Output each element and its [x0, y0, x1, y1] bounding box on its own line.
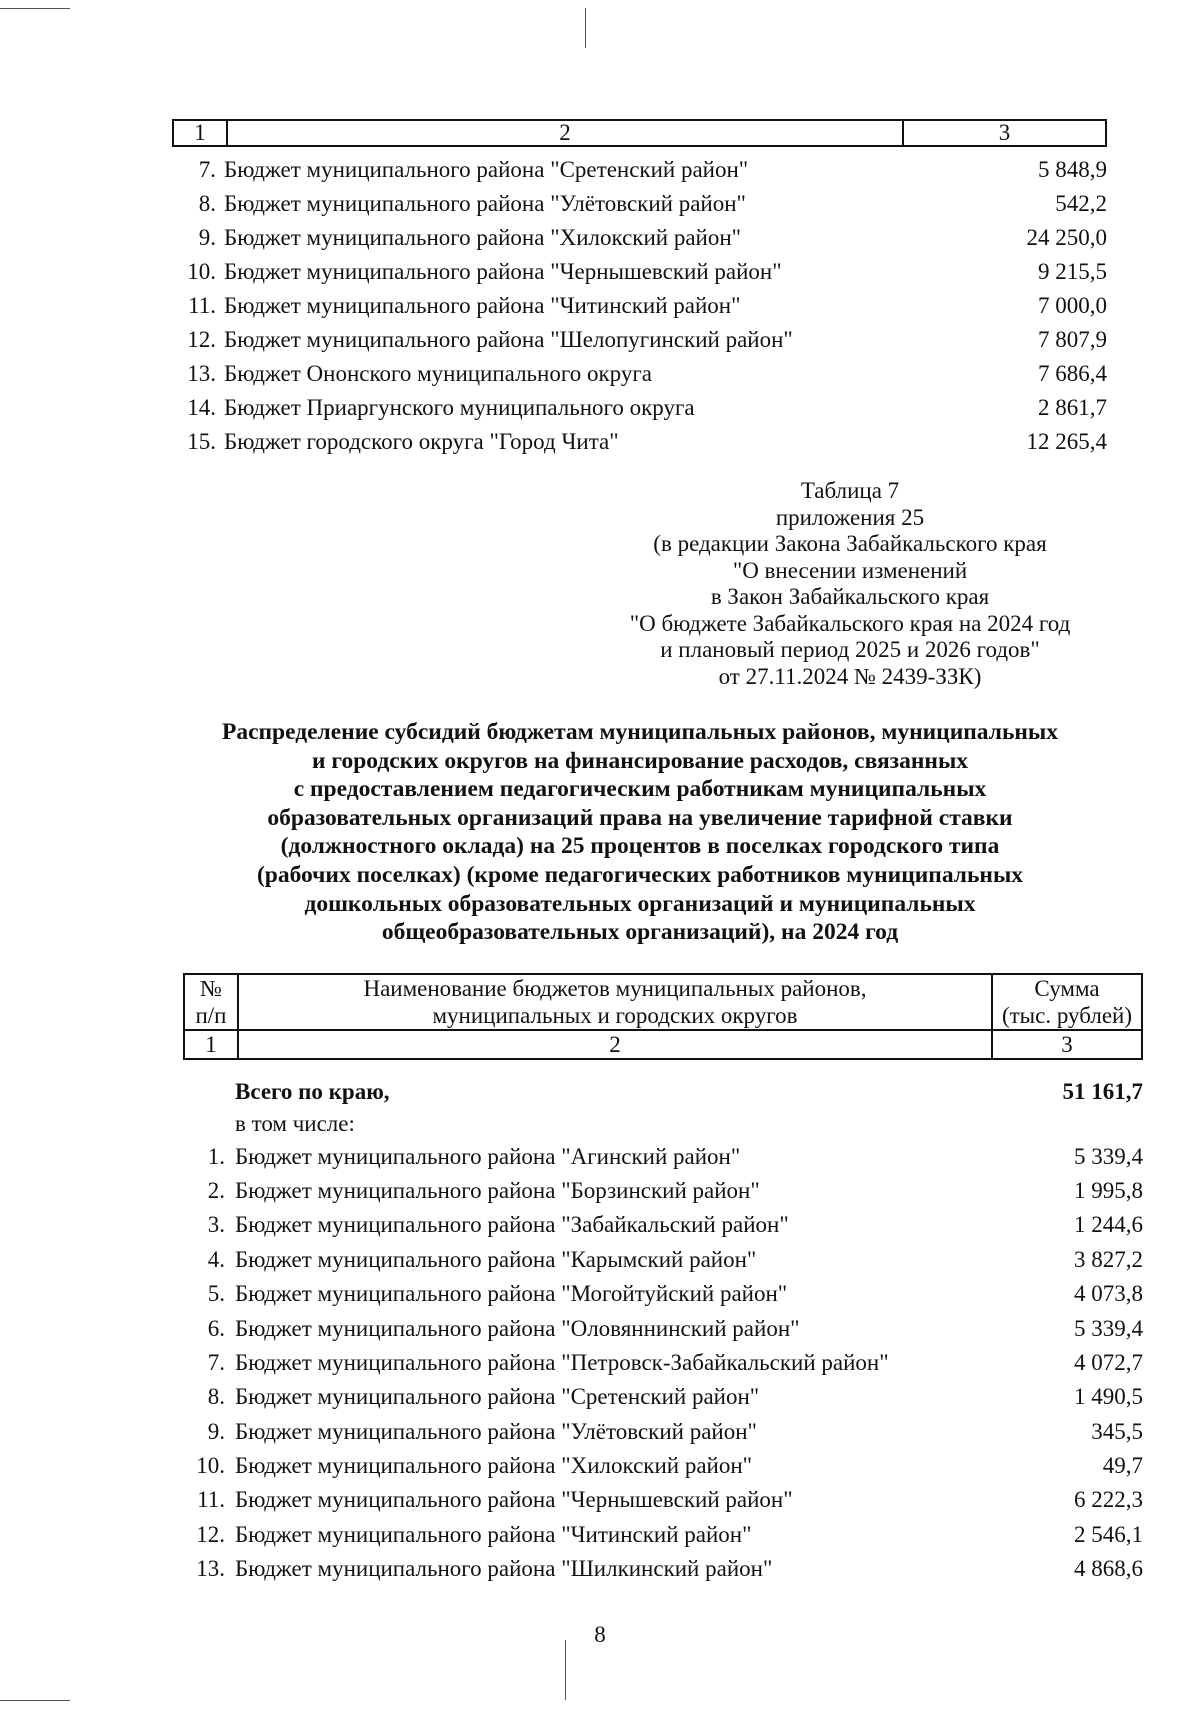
numbering-cell: 2 — [238, 1030, 992, 1059]
row-number: 3. — [207, 1212, 225, 1238]
row-name: Бюджет муниципального района "Читинский район" — [235, 1521, 752, 1547]
row-name: Бюджет муниципального района "Чернышевский район" — [224, 259, 782, 284]
row-name: Бюджет муниципального района "Хилокский район" — [235, 1453, 753, 1479]
table-row — [183, 1311, 1143, 1345]
caption-line: в Закон Забайкальского края — [710, 584, 990, 609]
row-number: 7. — [198, 157, 216, 182]
table1-header-col1: 1 — [174, 121, 228, 145]
row-value: 9 215,5 — [1038, 259, 1107, 284]
table-row — [183, 1208, 1143, 1242]
row-number: 1. — [207, 1143, 225, 1169]
document-title — [150, 718, 1130, 947]
row-value: 12 265,4 — [1026, 429, 1107, 454]
row-number: 11. — [188, 293, 216, 318]
row-number: 4. — [207, 1246, 225, 1272]
row-value: 4 868,6 — [1074, 1556, 1143, 1582]
row-name: Бюджет муниципального района "Борзинский район" — [235, 1177, 760, 1203]
row-value: 1 490,5 — [1074, 1384, 1143, 1410]
row-name: Бюджет муниципального района "Сретенский район" — [224, 157, 749, 182]
row-value: 24 250,0 — [1026, 225, 1107, 250]
caption-line: от 27.11.2024 № 2439-ЗЗК) — [718, 663, 982, 689]
table-row — [183, 1415, 1143, 1449]
table-row — [183, 1449, 1143, 1483]
total-row — [183, 1075, 1143, 1109]
row-value: 2 546,1 — [1074, 1521, 1143, 1547]
table-row — [183, 1243, 1143, 1277]
caption-line: (в редакции Закона Забайкальского края — [653, 531, 1047, 556]
row-number: 10. — [187, 259, 216, 284]
table-row — [183, 1174, 1143, 1208]
scan-artifact — [0, 8, 70, 9]
including-row — [183, 1109, 1143, 1139]
table1-header-col2: 2 — [228, 121, 904, 145]
row-number: 9. — [198, 225, 216, 250]
table-row — [172, 187, 1107, 221]
row-name: Бюджет муниципального района "Улётовский район" — [224, 191, 746, 216]
header-text: Наименование бюджетов муниципальных районов, — [363, 976, 867, 1001]
row-number: 13. — [187, 361, 216, 386]
row-number: 2. — [207, 1177, 225, 1203]
scan-artifact — [565, 1640, 566, 1700]
row-number: 15. — [187, 429, 216, 454]
row-value: 1 244,6 — [1074, 1212, 1143, 1238]
table-row — [172, 153, 1107, 187]
row-name: Бюджет муниципального района "Сретенский район" — [235, 1384, 760, 1410]
title-line: общеобразовательных организаций), на 2024 год — [381, 919, 899, 946]
row-name: Бюджет городского округа "Город Чита" — [224, 429, 619, 454]
table-row — [172, 357, 1107, 391]
header-text: Сумма — [1034, 976, 1100, 1001]
row-number: 10. — [196, 1453, 225, 1479]
header-text: п/п — [195, 1003, 227, 1028]
header-name-cell — [238, 974, 992, 1030]
table-row — [183, 1346, 1143, 1380]
row-value: 49,7 — [1102, 1453, 1143, 1479]
table-row — [183, 1483, 1143, 1517]
row-value: 2 861,7 — [1038, 395, 1107, 420]
row-number: 7. — [207, 1349, 225, 1375]
row-name: Бюджет муниципального района "Могойтуйский район" — [235, 1281, 788, 1307]
row-number: 12. — [196, 1521, 225, 1547]
table2-body — [183, 1075, 1143, 1586]
caption-line: приложения 25 — [775, 504, 925, 530]
row-name: Бюджет муниципального района "Агинский район" — [235, 1143, 741, 1169]
row-value: 1 995,8 — [1074, 1177, 1143, 1203]
row-value: 7 000,0 — [1038, 293, 1107, 318]
row-number: 12. — [187, 327, 216, 352]
row-number: 14. — [187, 395, 216, 420]
header-text: муниципальных и городских округов — [432, 1003, 798, 1028]
table2-header — [183, 973, 1143, 1060]
row-value: 5 848,9 — [1038, 157, 1107, 182]
table1-header-row — [172, 119, 1107, 147]
row-value: 3 827,2 — [1074, 1246, 1143, 1272]
header-text: № — [200, 976, 222, 1001]
total-value: 51 161,7 — [1062, 1079, 1143, 1105]
header-number-cell — [184, 974, 238, 1030]
table-row — [172, 391, 1107, 425]
row-value: 4 072,7 — [1074, 1349, 1143, 1375]
row-name: Бюджет муниципального района "Оловяннинский район" — [235, 1315, 800, 1341]
title-line: Распределение субсидий бюджетам муниципальных районов, муниципальных — [221, 719, 1059, 745]
row-value: 5 339,4 — [1074, 1315, 1143, 1341]
row-name: Бюджет муниципального района "Чернышевский район" — [235, 1487, 793, 1513]
header-sum-cell — [992, 974, 1142, 1030]
page-number: 8 — [594, 1622, 606, 1647]
title-line: образовательных организаций права на увеличение тарифной ставки — [267, 804, 1013, 831]
table-row — [183, 1380, 1143, 1414]
table-caption — [590, 478, 1110, 690]
row-number: 8. — [207, 1384, 225, 1410]
row-value: 4 073,8 — [1074, 1281, 1143, 1307]
row-number: 9. — [207, 1418, 225, 1444]
caption-line: "О бюджете Забайкальского края на 2024 год — [629, 610, 1071, 636]
row-name: Бюджет Приаргунского муниципального округа — [224, 395, 695, 420]
title-line: (рабочих поселках) (кроме педагогических работников муниципальных — [256, 861, 1024, 888]
row-number: 13. — [196, 1556, 225, 1582]
numbering-cell: 3 — [992, 1030, 1142, 1059]
table2-header-row — [184, 974, 1142, 1030]
table-row — [183, 1552, 1143, 1586]
numbering-cell: 1 — [184, 1030, 238, 1059]
row-value: 7 807,9 — [1038, 327, 1107, 352]
row-name: Бюджет муниципального района "Шелопугинский район" — [224, 327, 793, 352]
row-number: 11. — [197, 1487, 225, 1513]
row-value: 6 222,3 — [1074, 1487, 1143, 1513]
title-line: дошкольных образовательных организаций и муниципальных — [304, 890, 976, 917]
header-text: (тыс. рублей) — [1001, 1003, 1133, 1028]
table1-header-col3: 3 — [998, 120, 1011, 145]
caption-line: и плановый период 2025 и 2026 годов" — [660, 637, 1040, 662]
row-name: Бюджет муниципального района "Улётовский район" — [235, 1418, 757, 1444]
table-row — [172, 221, 1107, 255]
row-name: Бюджет Ононского муниципального округа — [224, 361, 652, 386]
row-value: 542,2 — [1055, 191, 1107, 216]
row-value: 345,5 — [1091, 1418, 1143, 1444]
table-row — [183, 1139, 1143, 1173]
total-label: Всего по краю, — [235, 1079, 390, 1105]
table-row — [183, 1277, 1143, 1311]
row-name: Бюджет муниципального района "Петровск-Забайкальский район" — [235, 1349, 889, 1375]
table-row — [183, 1518, 1143, 1552]
row-name: Бюджет муниципального района "Читинский район" — [224, 293, 741, 318]
scan-artifact — [0, 1700, 70, 1701]
title-line: (должностного оклада) на 25 процентов в поселках городского типа — [280, 833, 1000, 860]
row-name: Бюджет муниципального района "Хилокский район" — [224, 225, 742, 250]
table-row — [172, 289, 1107, 323]
row-name: Бюджет муниципального района "Шилкинский район" — [235, 1556, 773, 1582]
table2-numbering-row — [184, 1030, 1142, 1059]
table-row — [172, 323, 1107, 357]
row-number: 5. — [207, 1281, 225, 1307]
row-name: Бюджет муниципального района "Забайкальский район" — [235, 1212, 789, 1238]
caption-line: "О внесении изменений — [732, 557, 968, 583]
row-name: Бюджет муниципального района "Карымский район" — [235, 1246, 757, 1272]
title-line: с предоставлением педагогическим работникам муниципальных — [293, 776, 987, 803]
title-line: и городских округов на финансирование расходов, связанных — [311, 747, 969, 774]
row-number: 8. — [198, 191, 216, 216]
row-value: 5 339,4 — [1074, 1143, 1143, 1169]
caption-line: Таблица 7 — [800, 478, 900, 503]
table1-body — [172, 153, 1107, 459]
including-label: в том числе: — [235, 1111, 355, 1137]
row-number: 6. — [207, 1315, 225, 1341]
scan-artifact — [585, 8, 586, 48]
table-row — [172, 425, 1107, 459]
table-row — [172, 255, 1107, 289]
row-value: 7 686,4 — [1038, 361, 1107, 386]
